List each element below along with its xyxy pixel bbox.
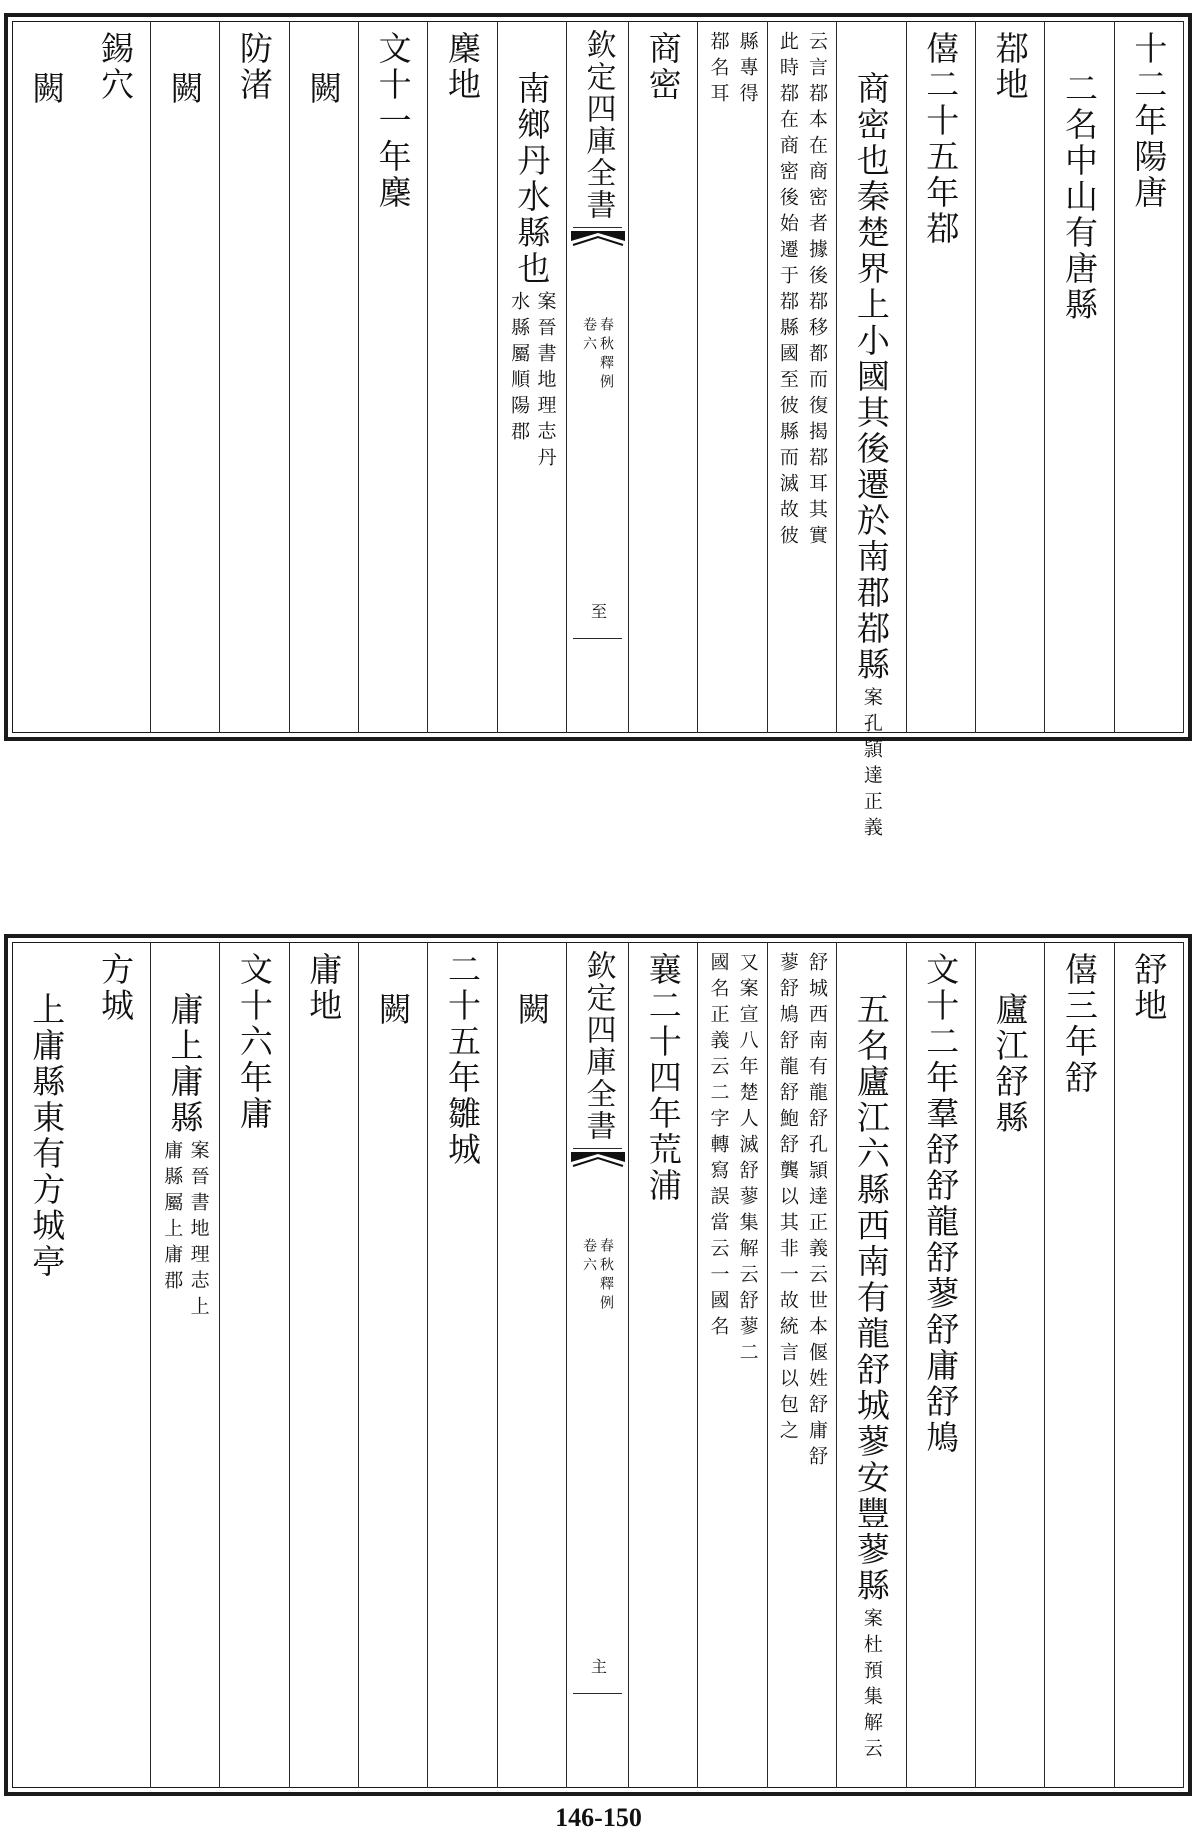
fishtail-banner-column	[567, 942, 629, 1788]
inline-note	[841, 1608, 901, 1764]
main-text: 南鄉丹水縣也	[512, 71, 552, 287]
annotation-text: 案晉書地理志上	[187, 1140, 210, 1322]
column-lines	[220, 952, 288, 1778]
column-lines	[907, 952, 975, 1778]
main-text: 麇地	[442, 31, 482, 103]
text-column	[698, 942, 767, 1788]
main-text: 文十二年羣舒舒龍舒蓼舒庸舒鳩	[921, 952, 961, 1456]
text-column	[12, 942, 81, 1788]
text-column	[498, 942, 567, 1788]
main-text: 二十五年雛城	[442, 952, 482, 1168]
column-lines	[629, 952, 697, 1778]
annotation-text: 庸縣屬上庸郡	[161, 1140, 184, 1296]
main-text: 鄀地	[990, 31, 1030, 103]
banner-title: 欽定四庫全書	[580, 29, 616, 221]
main-text: 商密也秦楚界上小國其後遷於南郡鄀縣	[851, 71, 891, 683]
column-lines	[976, 952, 1044, 1778]
text-column	[428, 942, 497, 1788]
main-text: 文十六年庸	[234, 952, 274, 1132]
text-column	[629, 942, 698, 1788]
text-column	[290, 942, 359, 1788]
banner-rule	[573, 1148, 622, 1149]
main-text: 闕	[373, 992, 413, 1028]
text-column	[768, 942, 837, 1788]
main-text: 僖三年舒	[1059, 952, 1099, 1096]
column-lines	[359, 952, 427, 1778]
main-text: 二名中山有唐縣	[1059, 71, 1099, 323]
main-text: 僖二十五年鄀	[921, 31, 961, 247]
main-text: 闕	[165, 71, 205, 107]
main-text: 錫穴	[96, 31, 136, 103]
main-text: 文十一年麇	[373, 31, 413, 211]
annotation-text: 又案宣八年楚人滅舒蓼集解云舒蓼二	[736, 952, 759, 1368]
main-text: 五名廬江六縣西南有龍舒城蓼安豐蓼縣	[851, 992, 891, 1604]
column-lines	[768, 952, 836, 1778]
main-text: 闕	[512, 992, 552, 1028]
main-text: 襄二十四年荒浦	[643, 952, 683, 1204]
banner-leaf-number: 主	[588, 1658, 608, 1674]
annotation-text: 案杜預集解云	[860, 1608, 883, 1764]
annotation-text: 案晉書地理志丹	[534, 291, 557, 473]
main-text: 十二年陽唐	[1129, 31, 1169, 211]
annotation-text: 水縣屬順陽郡	[508, 291, 531, 447]
main-text: 闕	[304, 71, 344, 107]
main-text: 防渚	[234, 31, 274, 103]
annotation-text: 云言鄀本在商密者據後鄀移都而復揭鄀耳其實	[806, 31, 828, 551]
annotation-text: 此時鄀在商密後始遷于鄀縣國至彼縣而滅故彼	[776, 31, 799, 551]
annotation-text: 蓼舒鳩舒龍舒鮑舒龔以其非一故統言以包之	[776, 952, 799, 1446]
text-column	[976, 942, 1045, 1788]
text-column	[220, 942, 289, 1788]
text-column	[1045, 942, 1114, 1788]
text-column	[151, 942, 220, 1788]
column-lines	[290, 952, 358, 1778]
fishtail-mark	[571, 1152, 625, 1178]
banner-title: 欽定四庫全書	[580, 950, 616, 1142]
main-text: 庸上庸縣	[165, 992, 205, 1136]
main-text: 庸地	[304, 952, 344, 1024]
column-lines	[81, 952, 149, 1778]
text-column	[359, 942, 428, 1788]
annotation-text: 舒城西南有龍舒孔頴達正義云世本偃姓舒庸舒	[806, 952, 828, 1472]
column-lines	[12, 952, 81, 1778]
banner-sub-line: 卷六	[581, 1238, 597, 1276]
column-lines	[1045, 952, 1113, 1778]
banner-sub-line: 春秋釋例	[598, 1238, 614, 1314]
banner-rule	[573, 1693, 622, 1694]
column-lines	[698, 952, 766, 1778]
main-text: 方城	[96, 952, 136, 1024]
banner-leaf-number: 至	[588, 603, 608, 619]
text-column	[837, 942, 906, 1788]
annotation-text: 國名正義云二字轉寫誤當云一國名	[707, 952, 730, 1342]
annotation-text: 案孔頴達正義	[860, 687, 883, 843]
column-lines	[428, 952, 496, 1778]
text-column	[81, 942, 150, 1788]
page-number: 146-150	[555, 1803, 642, 1832]
main-text: 商密	[643, 31, 683, 103]
column-lines	[498, 952, 566, 1778]
inline-note	[155, 1140, 215, 1322]
banner-book-label	[582, 1238, 613, 1314]
text-column	[907, 942, 976, 1788]
banner-sub-line: 卷六	[581, 317, 597, 355]
column-lines	[1115, 952, 1183, 1778]
main-text: 舒地	[1129, 952, 1169, 1024]
main-text: 上庸縣東有方城亭	[27, 992, 67, 1280]
annotation-text: 縣專得	[736, 31, 759, 109]
main-text: 廬江舒縣	[990, 992, 1030, 1136]
main-text: 闕	[27, 71, 67, 107]
banner-sub-line: 春秋釋例	[598, 317, 614, 393]
text-column	[1115, 942, 1184, 1788]
annotation-text: 鄀名耳	[707, 31, 730, 109]
